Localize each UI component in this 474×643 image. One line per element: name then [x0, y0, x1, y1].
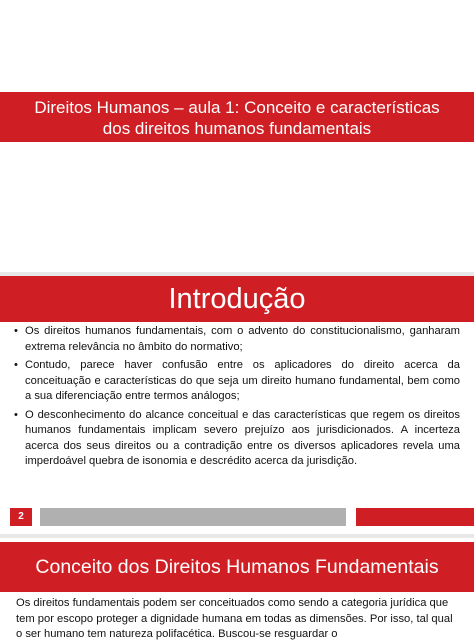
bullet-list [14, 324, 460, 473]
concept-paragraph: Os direitos fundamentais podem ser conceituados como sendo a categoria jurídica que tem por escopo proteger a dignidade humana em todas as dimensões. Por isso, tal qual o ser humano tem natureza polifacética. Buscou-se resguardar o [16, 597, 453, 640]
bullet-item: • Os direitos humanos fundamentais, com o advento do constitucionalismo, ganharam extrema relevância no âmbito do normativo; [14, 325, 460, 353]
slide-footer [0, 506, 474, 528]
bullet-item: • O desconhecimento do alcance conceitual e das características que regem os direitos humanos fundamentais implicam severo prejuízo aos jurisdicionados. A incerteza acerca dos seus direitos ou a contradição entre os diversos aplicadores revela uma imperdoável quebra de isonomia e descrédito acerca da jurisdição. [14, 408, 460, 467]
bullet-icon: • [14, 408, 18, 421]
footer-red-bar [356, 508, 474, 526]
footer-grey-bar [40, 508, 346, 526]
introduction-title: Introdução [0, 276, 474, 322]
introduction-slide [0, 276, 474, 534]
page-number: 2 [10, 508, 32, 526]
bullet-item: • Contudo, parece haver confusão entre os aplicadores do direito acerca da conceituação e características do que seja um direito humano fundamental, bem como a sua diferenciação entre termos análogos; [14, 359, 460, 402]
title-slide [0, 0, 474, 272]
title-banner [0, 92, 474, 142]
bullet-icon: • [14, 359, 18, 371]
concept-slide [0, 538, 474, 640]
concept-title: Conceito dos Direitos Humanos Fundamentais [0, 542, 474, 592]
title-line-2: dos direitos humanos fundamentais [102, 119, 372, 138]
bullet-icon: • [14, 325, 18, 337]
title-line-1: Direitos Humanos – aula 1: Conceito e características [34, 98, 440, 117]
